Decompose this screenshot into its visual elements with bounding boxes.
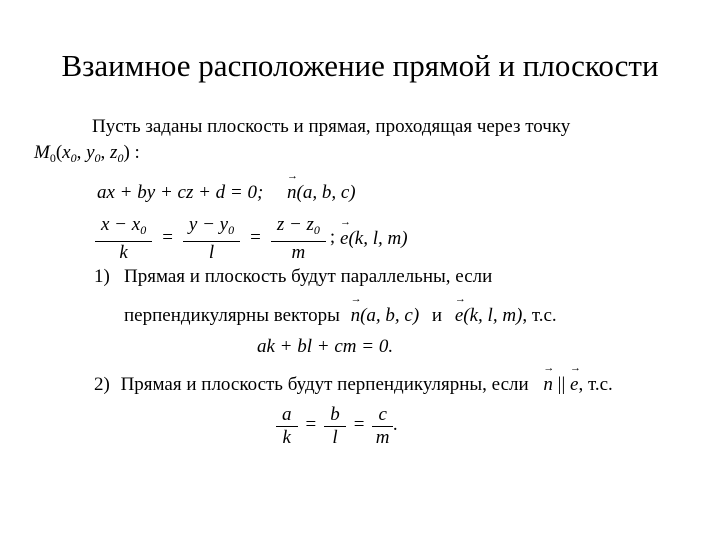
equals-sign: = <box>250 226 261 248</box>
intro-text: Пусть заданы плоскость и прямая, проходящая через точку <box>92 116 571 137</box>
case2-e-letter: e <box>570 374 579 395</box>
fraction-z-num: z − z <box>276 214 314 235</box>
slide-title: Взаимное расположение прямой и плоскости <box>61 48 659 83</box>
coord-y: y <box>86 142 95 163</box>
direction-args: (k, l, m) <box>348 228 408 249</box>
fraction-l: l <box>332 427 338 448</box>
case1-e-args: (k, l, m) <box>463 305 523 326</box>
fraction-z-sub: 0 <box>313 223 320 237</box>
case2-n-letter: n <box>543 374 553 395</box>
direction-vector-symbol <box>340 216 351 250</box>
equals-sign: = <box>305 414 317 436</box>
fraction-a: a <box>276 404 298 427</box>
coord-x: x <box>62 142 71 163</box>
coord-x-sub: 0 <box>70 151 77 165</box>
fraction-x-num: x − x <box>101 214 141 235</box>
fraction-x <box>95 214 152 264</box>
fraction-z <box>271 214 326 264</box>
coord-y-sub: 0 <box>94 151 101 165</box>
case2-tail: , т.с. <box>578 374 613 395</box>
fraction-y-den: l <box>208 242 215 263</box>
arrow-icon: → <box>454 293 466 305</box>
case1-e-symbol <box>454 293 466 327</box>
fraction-y-sub: 0 <box>228 223 235 237</box>
fraction-z-den: m <box>291 242 306 263</box>
arrow-icon: → <box>350 293 362 305</box>
fraction-a-k <box>276 404 298 449</box>
equals-sign: = <box>353 414 365 436</box>
fraction-c: c <box>372 404 392 427</box>
arrow-icon: → <box>287 170 298 182</box>
case1-number: 1) <box>94 266 110 287</box>
case1-e-letter: e <box>454 305 464 326</box>
direction-vector <box>340 216 408 250</box>
line-equation <box>95 214 335 264</box>
case1-vectors <box>124 293 557 327</box>
case2-condition <box>276 404 398 449</box>
equals-sign: = <box>162 226 173 248</box>
case2-line <box>94 362 613 396</box>
case2-number: 2) <box>94 374 110 395</box>
case1-text2: перпендикулярны векторы <box>124 305 340 326</box>
normal-letter: n <box>287 182 297 203</box>
direction-letter: e <box>340 228 349 249</box>
fraction-b-l <box>324 404 346 449</box>
fraction-x-den: k <box>119 242 128 263</box>
point-close: ) : <box>123 142 140 163</box>
fraction-y <box>183 214 240 264</box>
fraction-m: m <box>375 427 390 448</box>
fraction-k: k <box>282 427 291 448</box>
semicolon: ; <box>329 226 336 248</box>
case2-n-symbol <box>543 362 555 396</box>
case1-text: Прямая и плоскость будут параллельны, если <box>124 266 493 287</box>
point-definition: $M_0(x_0$, $y_0$, $z_0$) : <box>34 142 140 165</box>
fraction-x-sub: 0 <box>140 223 147 237</box>
case1-tail: , т.с. <box>522 305 557 326</box>
normal-vector-symbol <box>287 170 298 204</box>
case2-e-symbol <box>570 362 582 396</box>
coord-z-sub: 0 <box>117 151 124 165</box>
fraction-b: b <box>324 404 346 427</box>
parallel-sign: || <box>557 374 566 395</box>
point-letter: M <box>34 142 50 163</box>
fraction-y-num: y − y <box>188 214 229 235</box>
case1-n-symbol <box>350 293 362 327</box>
case1-and: и <box>431 305 443 326</box>
plane-equation: ax + by + cz + d = 0; <box>97 182 264 203</box>
normal-args: (a, b, c) <box>296 182 356 203</box>
case1-n-letter: n <box>350 305 361 326</box>
normal-vector <box>287 170 356 204</box>
case2-text: Прямая и плоскость будут перпендикулярны, если <box>120 374 529 395</box>
point-open: ( <box>55 142 63 163</box>
case1-n-args: (a, b, c) <box>360 305 420 326</box>
point-subscript: 0 <box>49 151 56 165</box>
period: . <box>392 414 398 436</box>
case1-condition: ak + bl + cm = 0. <box>257 336 394 357</box>
arrow-icon: → <box>570 362 582 374</box>
arrow-icon: → <box>340 216 351 228</box>
coord-z: z <box>110 142 118 163</box>
fraction-c-m <box>372 404 392 449</box>
arrow-icon: → <box>543 362 555 374</box>
